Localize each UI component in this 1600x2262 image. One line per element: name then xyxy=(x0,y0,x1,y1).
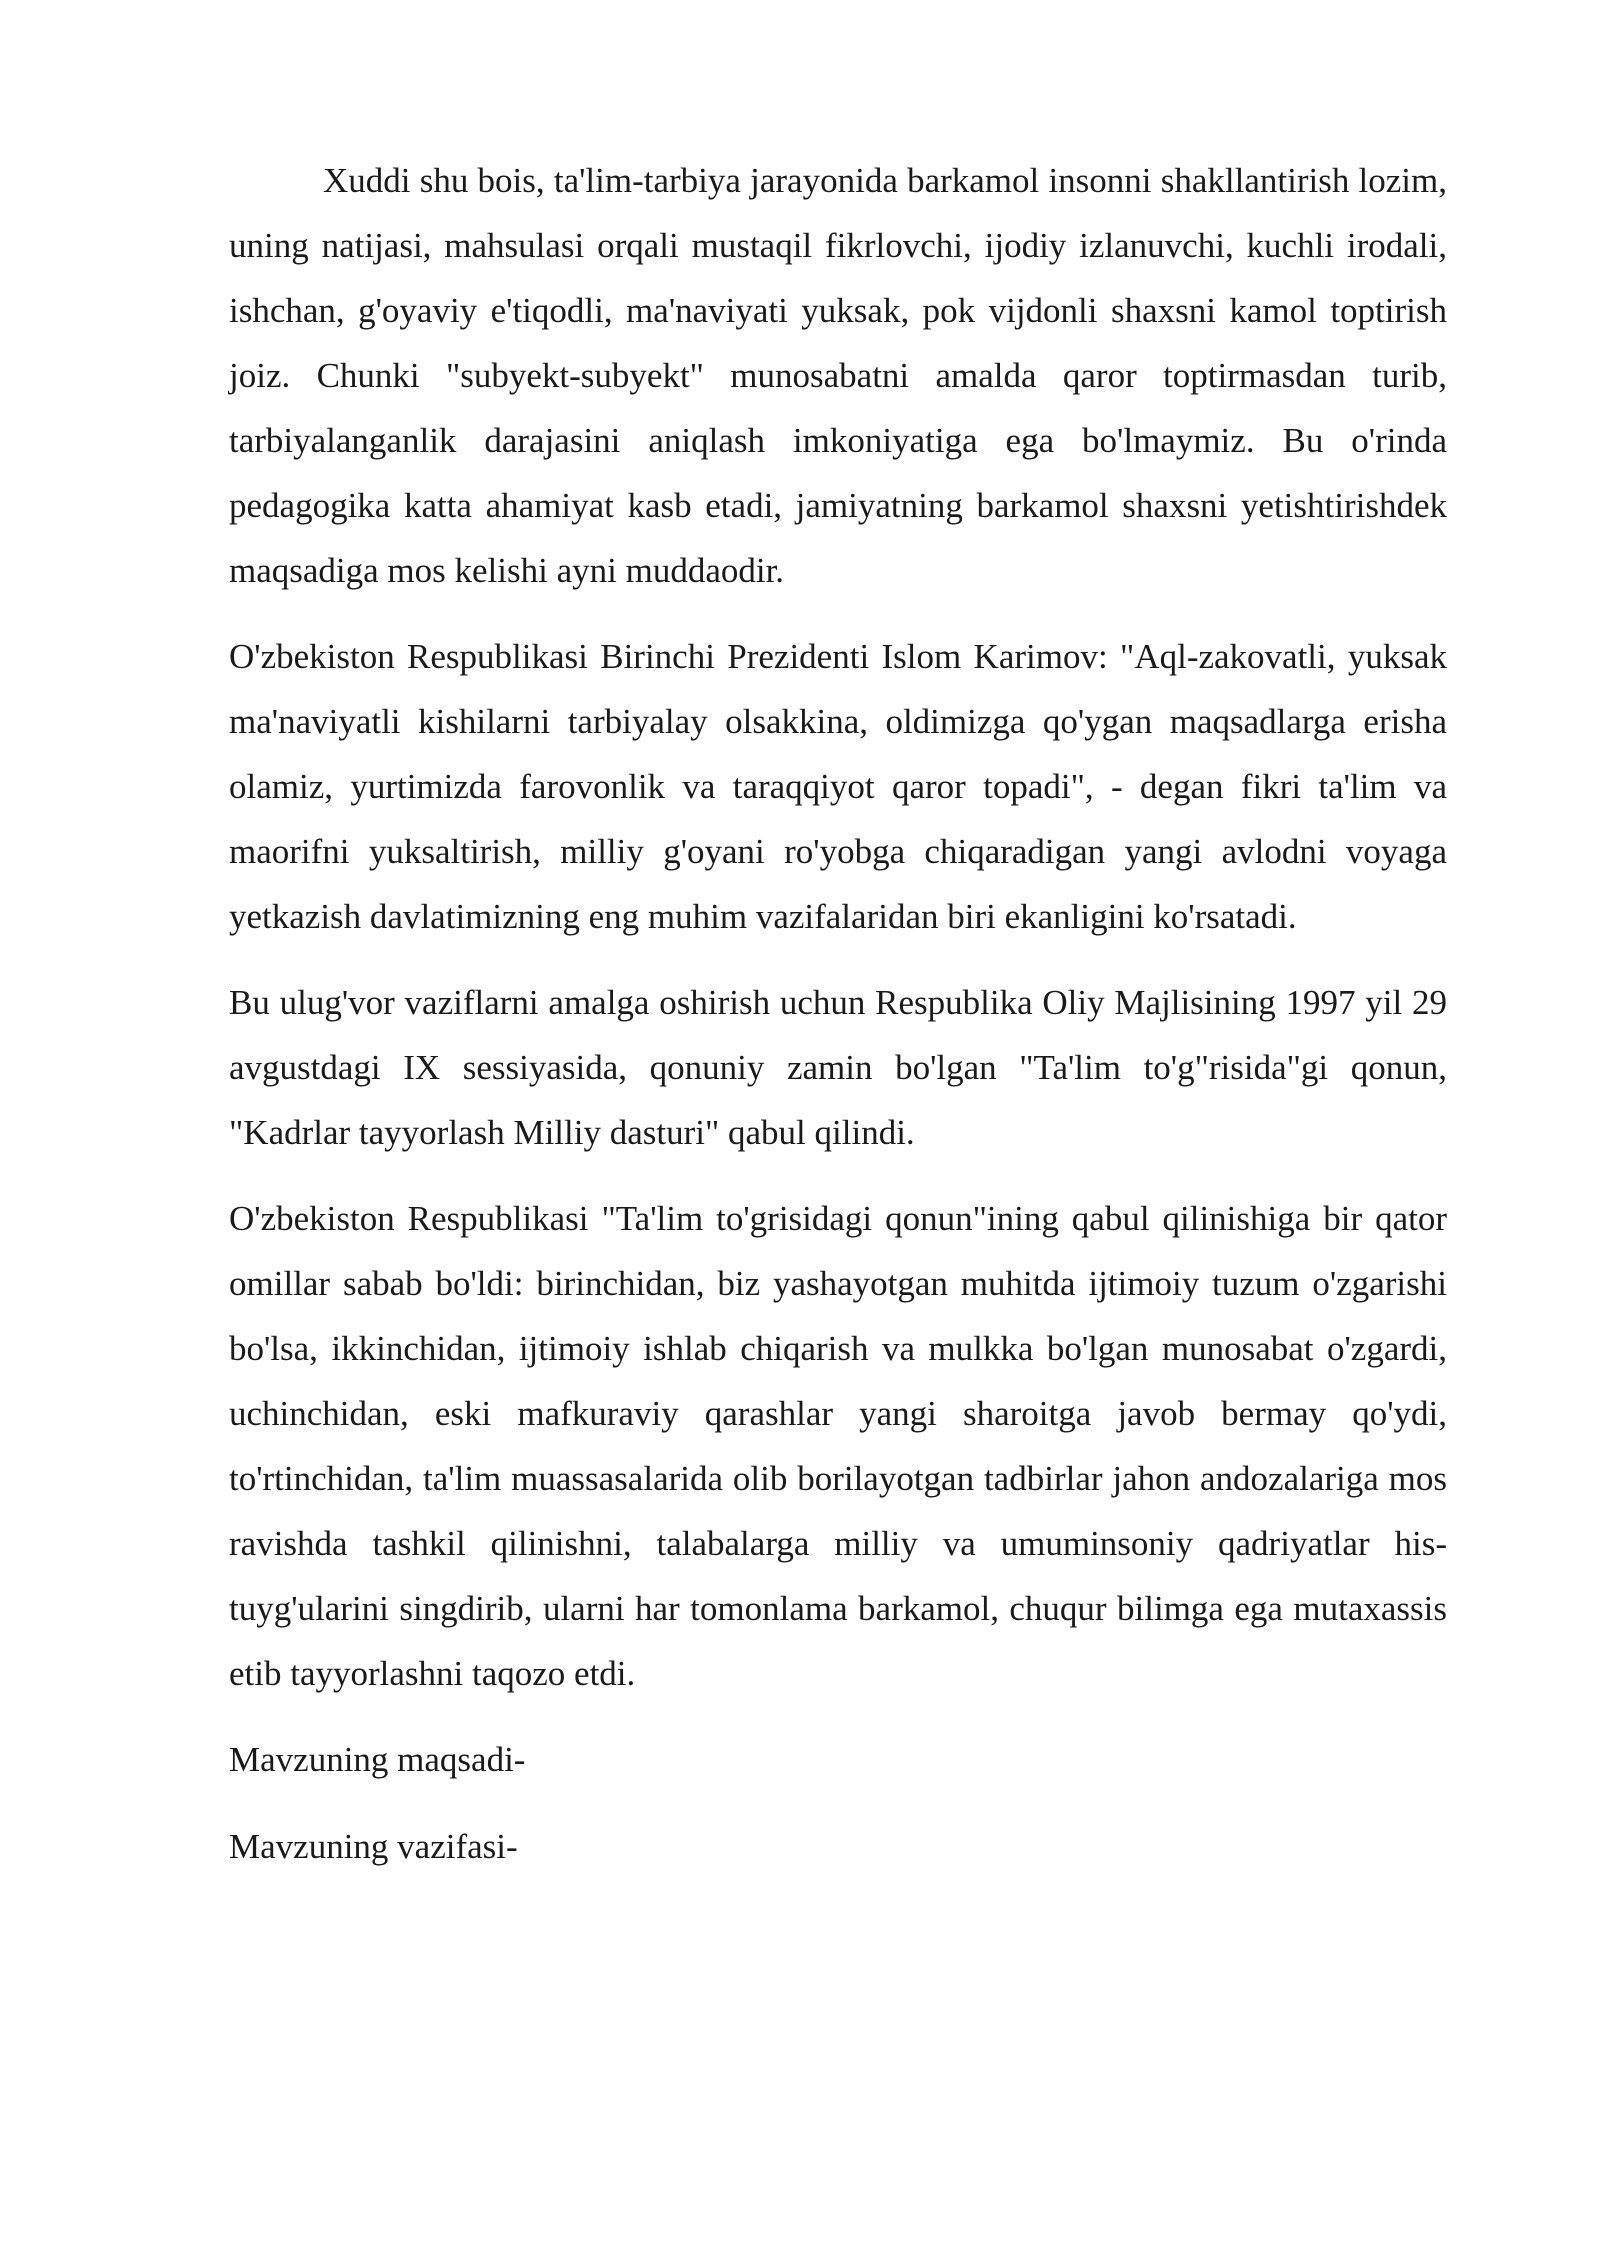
paragraph-education-law: O'zbekiston Respublikasi "Ta'lim to'grisidagi qonun"ining qabul qilinishiga bir qator omillar sabab bo'ldi: birinchidan, biz yashayotgan muhitda ijtimoiy tuzum o'zgarishi bo'lsa, ikkinchidan, ijtimoiy ishlab chiqarish va mulkka bo'lgan munosabat o'zgardi, uchinchidan, eski mafkuraviy qarashlar yangi sharoitga javob bermay qo'ydi, to'rtinchidan, ta'lim muassasalarida olib borilayotgan tadbirlar jahon andozalariga mos ravishda tashkil qilinishni, talabalarga milliy va umuminsoniy qadriyatlar his-tuyg'ularini singdirib, ularni har tomonlama barkamol, chuqur bilimga ega mutaxassis etib tayyorlashni taqozo etdi. xyxy=(229,1199,1447,1693)
paragraph-intro: Xuddi shu bois, ta'lim-tarbiya jarayonida barkamol insonni shakllantirish lozim, uning natijasi, mahsulasi orqali mustaqil fikrlovchi, ijodiy izlanuvchi, kuchli irodali, ishchan, g'oyaviy e'tiqodli, ma'naviyati yuksak, pok vijdonli shaxsni kamol toptirish joiz. Chunki "subyekt-subyekt" munosabatni amalda qaror toptirmasdan turib, tarbiyalanganlik darajasini aniqlash imkoniyatiga ega bo'lmaymiz. Bu o'rinda pedagogika katta ahamiyat kasb etadi, jamiyatning barkamol shaxsni yetishtirishdek maqsadiga mos kelishi ayni muddaodir. xyxy=(229,161,1447,590)
paragraph-oliy-majlis: Bu ulug'vor vaziflarni amalga oshirish uchun Respublika Oliy Majlisining 1997 yil 29 avgustdagi IX sessiyasida, qonuniy zamin bo'lgan "Ta'lim to'g"risida"gi qonun, "Kadrlar tayyorlash Milliy dasturi" qabul qilindi. xyxy=(229,983,1447,1152)
paragraph-karimov-quote: O'zbekiston Respublikasi Birinchi Prezidenti Islom Karimov: "Aql-zakovatli, yuksak ma'naviyatli kishilarni tarbiyalay olsakkina, oldimizga qo'ygan maqsadlarga erisha olamiz, yurtimizda farovonlik va taraqqiyot qaror topadi", - degan fikri ta'lim va maorifni yuksaltirish, milliy g'oyani ro'yobga chiqaradigan yangi avlodni voyaga yetkazish davlatimizning eng muhim vazifalaridan biri ekanligini ko'rsatadi. xyxy=(229,637,1447,936)
topic-goal-label: Mavzuning maqsadi- xyxy=(229,1740,526,1779)
document-body xyxy=(229,148,1447,1901)
topic-task-label: Mavzuning vazifasi- xyxy=(229,1827,518,1866)
